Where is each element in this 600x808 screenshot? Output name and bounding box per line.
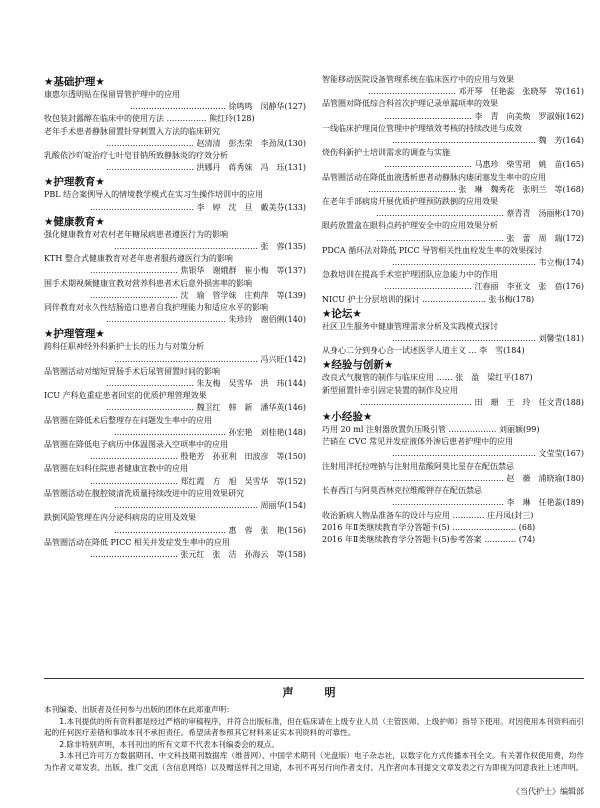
contents-column-left <box>44 74 306 561</box>
entry-title: 2016 年Ⅱ类继续教育学分答题卡(5) …………………… (68) <box>322 522 536 532</box>
toc-entry[interactable] <box>44 229 306 253</box>
entry-authors-page: …………………………… 马惠珍 柴雪珺 姚 苗(165) <box>383 160 584 170</box>
entry-title: 在老年手部病房开展优质护理预防跌倒的应用效果 <box>322 197 498 207</box>
entry-authors-page: …………………………… 焦银华 谢娥群 崔小梅 等(137) <box>89 266 306 276</box>
entry-authors-page: …………………………… 魏卫红 韩 新 潘华英(146) <box>105 403 306 413</box>
entry-title: 品管圈在妇科住院患者健康宣教中的应用 <box>44 464 188 474</box>
toc-entry[interactable] <box>44 366 306 390</box>
section-heading: ★护理教育★ <box>44 176 105 189</box>
toc-entry[interactable] <box>322 385 584 409</box>
toc-entry[interactable] <box>44 488 306 512</box>
entry-title: 从身心二分到身心合一试述医学人道主义 … 李 雪(184) <box>322 346 525 356</box>
entry-title: ICU 产科危重症患者回室的优质护理管理效果 <box>44 391 207 401</box>
entry-authors-page: ………………………………………… 张 蕾 周 瑞(172) <box>375 233 584 243</box>
entry-authors-page: …………………………… 朱友梅 吴雪华 洪 玮(144) <box>105 379 306 389</box>
entry-title: 品管圈活动在腹腔镜清洗质量持续改进中的应用效果研究 <box>44 488 244 498</box>
notice-item-1: 1.本刊提供的所有资料都是经过严格的审稿程序，并符合出版标准，但在临床请在上级专业人员（主管医师、上级护师）指导下使用。对因使用本刊资料而引起的任何医疗差错和事故本刊不承担责任。希望读者参照其它材料来证实本刊资料的可靠性。 <box>44 716 584 737</box>
notice-item-2: 2.除非特别声明，本刊刊出的所有文章不代表本刊编委会的观点。 <box>59 739 280 749</box>
entry-title: 康惠尔透明贴在保留胃管护理中的应用 <box>44 90 180 99</box>
toc-entry[interactable] <box>322 372 584 384</box>
notice-intro: 本刊编委、出版者及任何参与出版的团体在此郑重声明： <box>44 705 234 714</box>
entry-title: 智能移动医院设备管理系统在临床医疗中的应用与效果 <box>322 75 514 84</box>
entry-title: 品管圈活动对缩短胃肠手术后尿管留置时间的影响 <box>44 366 220 376</box>
entry-authors-page: …………………………… 张 琳 魏秀花 张明兰 等(168) <box>367 184 584 194</box>
section-heading: ★小经验★ <box>322 411 373 424</box>
entry-authors-page: …………………………………… 赵 薇 浦晓瑜(180) <box>391 473 584 483</box>
toc-entry[interactable] <box>322 534 584 546</box>
entry-authors-page: ……………………………… 徐鸣鸣 闵静华(127) <box>129 102 306 112</box>
entry-authors-page: ……………………………………………… 魏 芳(164) <box>391 136 584 146</box>
toc-entry[interactable] <box>44 415 306 439</box>
entry-authors-page: ………………………………… 李 婷 沈 旦 戴美芬(133) <box>89 202 306 212</box>
entry-title: 品管圈对降低综合科首次护理记录单漏项率的效果 <box>322 99 498 109</box>
entry-title: 巧用 20 ml 注射器放置负压吸引管 ……………… 刘丽颖(99) <box>322 425 540 435</box>
toc-entry[interactable] <box>44 189 306 213</box>
entry-authors-page: …………………………………… 李 琳 任艳蕊(189) <box>391 498 584 508</box>
entry-authors-page: ……………………………………… 朱珍玲 谢佰俐(140) <box>105 315 306 325</box>
toc-entry[interactable] <box>44 537 306 561</box>
entry-authors-page: …………………………… 江春丽 李亚文 张 蓓(176) <box>383 282 584 292</box>
toc-entry[interactable] <box>322 172 584 196</box>
entry-authors-page: ……………………………………………… 韦立梅(174) <box>391 258 584 268</box>
entry-title: 品管圈活动在降低 PICC 相关并发症发生率中的应用 <box>44 537 230 547</box>
entry-authors-page: ……………………………………………… 冯兴旺(142) <box>113 354 306 364</box>
entry-authors-page: …………………………… 沈 瑜 管学妹 庄莉萍 等(139) <box>89 290 306 300</box>
entry-title: 跨科任职神经外科新护士长的压力与对策分析 <box>44 342 204 352</box>
toc-entry[interactable] <box>44 390 306 414</box>
toc-entry[interactable] <box>322 74 584 98</box>
toc-entry[interactable] <box>44 113 306 125</box>
toc-entry[interactable] <box>322 436 584 460</box>
toc-entry[interactable] <box>322 485 584 509</box>
entry-authors-page: …………………………… 郑红霞 方 旭 吴雪华 等(152) <box>89 476 306 486</box>
entry-title: 乳酸依沙吖啶治疗七叶皂苷钠所致静脉炎的疗效分析 <box>44 151 228 161</box>
notice-divider <box>44 678 584 679</box>
toc-entry[interactable] <box>322 461 584 485</box>
toc-entry[interactable] <box>44 253 306 277</box>
entry-authors-page: …………………………… 殷艳芳 孙亚利 田波彦 等(150) <box>89 452 306 462</box>
entry-authors-page: …………………………… 赵清清 彭杰荣 李劲凤(130) <box>105 138 306 148</box>
toc-entry[interactable] <box>322 522 584 534</box>
entry-title: 注射用泮托拉唑钠与注射用盐酸阿莫比星存在配伍禁忌 <box>322 461 514 471</box>
section-heading: ★护理管理★ <box>44 328 105 341</box>
editorial-signature: 《当代护士》编辑部 <box>512 787 584 796</box>
entry-title: 2016 年Ⅱ类继续教育学分答题卡(5)参考答案 ………… (74) <box>322 534 536 544</box>
toc-entry[interactable] <box>322 245 584 269</box>
toc-entry[interactable] <box>44 278 306 302</box>
entry-title: 品管圈在降低术后整理存在问题发生率中的应用 <box>44 415 212 425</box>
entry-title: 牧包装封露醇在临床中的使用方法 …………… 熊红玲(128) <box>44 114 255 124</box>
toc-entry[interactable] <box>322 196 584 220</box>
entry-authors-page: …………………………………… 惠 蓉 张 艳(156) <box>113 525 306 535</box>
toc-entry[interactable] <box>44 463 306 487</box>
entry-title: 同伴教育对永久性结肠造口患者自我护理能力和适应水平的影响 <box>44 303 268 313</box>
section-heading: ★论坛★ <box>322 307 362 320</box>
toc-entry[interactable] <box>322 294 584 306</box>
entry-title: 芒硝在 CVC 常见并发症液体外渗后患者护理中的应用 <box>322 437 514 447</box>
entry-title: 收治新病人物品准备车的设计与应用 ………… 庄丹凤(封三) <box>322 510 534 520</box>
entry-title: NICU 护士分层培训的探讨 …………………… 张书梅(178) <box>322 294 535 304</box>
toc-entry[interactable] <box>44 89 306 113</box>
toc-entry[interactable] <box>322 147 584 171</box>
toc-entry[interactable] <box>44 439 306 463</box>
entry-authors-page: …………………………………… 田 珊 王 玲 任文青(188) <box>359 397 584 407</box>
entry-title: 长春西汀与阿莫西林克拉维酸钾存在配伍禁忌 <box>322 486 482 496</box>
entry-title: 一线临床护理岗位管理中护理绩效考核的持续改进与成效 <box>322 123 522 133</box>
entry-title: PDCA 循环法对降低 PICC 导管相关性血栓发生率的效果探讨 <box>322 245 543 255</box>
entry-title: 围手术期视频健康宣教对营养科患者术后意外损害率的影响 <box>44 278 252 288</box>
entry-authors-page: ……………………………………………… 周丽华(154) <box>113 501 306 511</box>
entry-authors-page: …………………………… 邓开琴 任艳蕊 张晓琴 等(161) <box>367 87 584 97</box>
entry-authors-page: ……………………………………………… 张 蓉(135) <box>113 242 306 252</box>
section-heading: ★基础护理★ <box>44 76 105 88</box>
notice-body <box>44 704 584 773</box>
entry-title: 烧伤科新护士培训需求的调查与实施 <box>322 148 450 158</box>
notice-item-3: 3.本刊已许可万方数据期刊、中文科技期刊数据库（维普网）、中国学术期刊（光盘版）电子杂志社，以数字化方式传播本刊全文。有关著作权使用费，均作为作者文章发表、出版、推广交流（含信息网络）以及赠送样刊之用途，本刊不再另行向作者支付。凡作者向本刊提交文章发表之行为即视为同意我社上述声明。 <box>44 751 584 772</box>
entry-title: 眼药放置盒在眼科点药护理安全中的应用效果分析 <box>322 221 498 231</box>
entry-authors-page: ……………………………………………… 刘馨莹(181) <box>391 334 584 344</box>
notice-heading: 声 明 <box>282 686 346 699</box>
entry-title: 强化健康教育对农村老年糖尿病患者遵医行为的影响 <box>44 229 228 239</box>
entry-authors-page: …………………………… 张元红 张 洁 孙海云 等(158) <box>89 549 306 559</box>
toc-entry[interactable] <box>44 341 306 365</box>
contents-page <box>44 74 584 796</box>
entry-title: 跌倒风险管理在内分泌科病房的应用及效果 <box>44 513 196 523</box>
toc-entry[interactable] <box>322 510 584 522</box>
entry-authors-page: …………………………… 洪娜丹 蒋秀妹 冯 珏(131) <box>105 163 306 173</box>
contents-columns <box>44 74 584 561</box>
contents-column-right <box>322 74 584 561</box>
section-heading: ★经验与创新★ <box>322 359 394 372</box>
toc-entry[interactable] <box>322 123 584 147</box>
toc-entry[interactable] <box>322 345 584 357</box>
entry-authors-page: …………………………… 李 青 向美焕 罗淑娟(162) <box>383 111 584 121</box>
entry-title: 改良式气腹管的制作与临床应用 …… 张 盈 梁红平(187) <box>322 373 533 383</box>
entry-title: 品管圈活动在降低血液透析患者动静脉内瘘闭塞发生率中的应用 <box>322 172 546 182</box>
entry-authors-page: ……………………………………………… 文莹莹(167) <box>391 449 584 459</box>
toc-entry[interactable] <box>322 269 584 293</box>
entry-title: 社区卫生服务中健康管理需求分析及实践模式探讨 <box>322 321 498 331</box>
toc-entry[interactable] <box>44 150 306 174</box>
toc-entry[interactable] <box>322 220 584 244</box>
toc-entry[interactable] <box>322 98 584 122</box>
entry-authors-page: …………………………………… 孙宏艳 刘桂艳(148) <box>113 427 306 437</box>
toc-entry[interactable] <box>44 302 306 326</box>
entry-title: 急救培训在提高手术室护理团队应急能力中的作用 <box>322 270 498 280</box>
toc-entry[interactable] <box>44 512 306 536</box>
entry-title: 品管圈在降低电子病历中体温图录入空项率中的应用 <box>44 440 228 450</box>
entry-title: PBL 结合案例导入的情境教学模式在实习生操作培训中的应用 <box>44 190 264 200</box>
toc-entry[interactable] <box>322 424 584 436</box>
entry-title: 老年手术患者静脉留置针穿刺置入方法的临床研究 <box>44 126 220 136</box>
entry-authors-page: ………………………………………… 蔡青青 汤丽彬(170) <box>375 209 584 219</box>
section-heading: ★健康教育★ <box>44 215 105 228</box>
entry-title: KTH 整合式健康教育对老年患者服药遵医行为的影响 <box>44 254 233 264</box>
toc-entry[interactable] <box>44 126 306 150</box>
toc-entry[interactable] <box>322 321 584 345</box>
entry-title: 新型留置针牵引固定装置的制作及应用 <box>322 385 458 395</box>
